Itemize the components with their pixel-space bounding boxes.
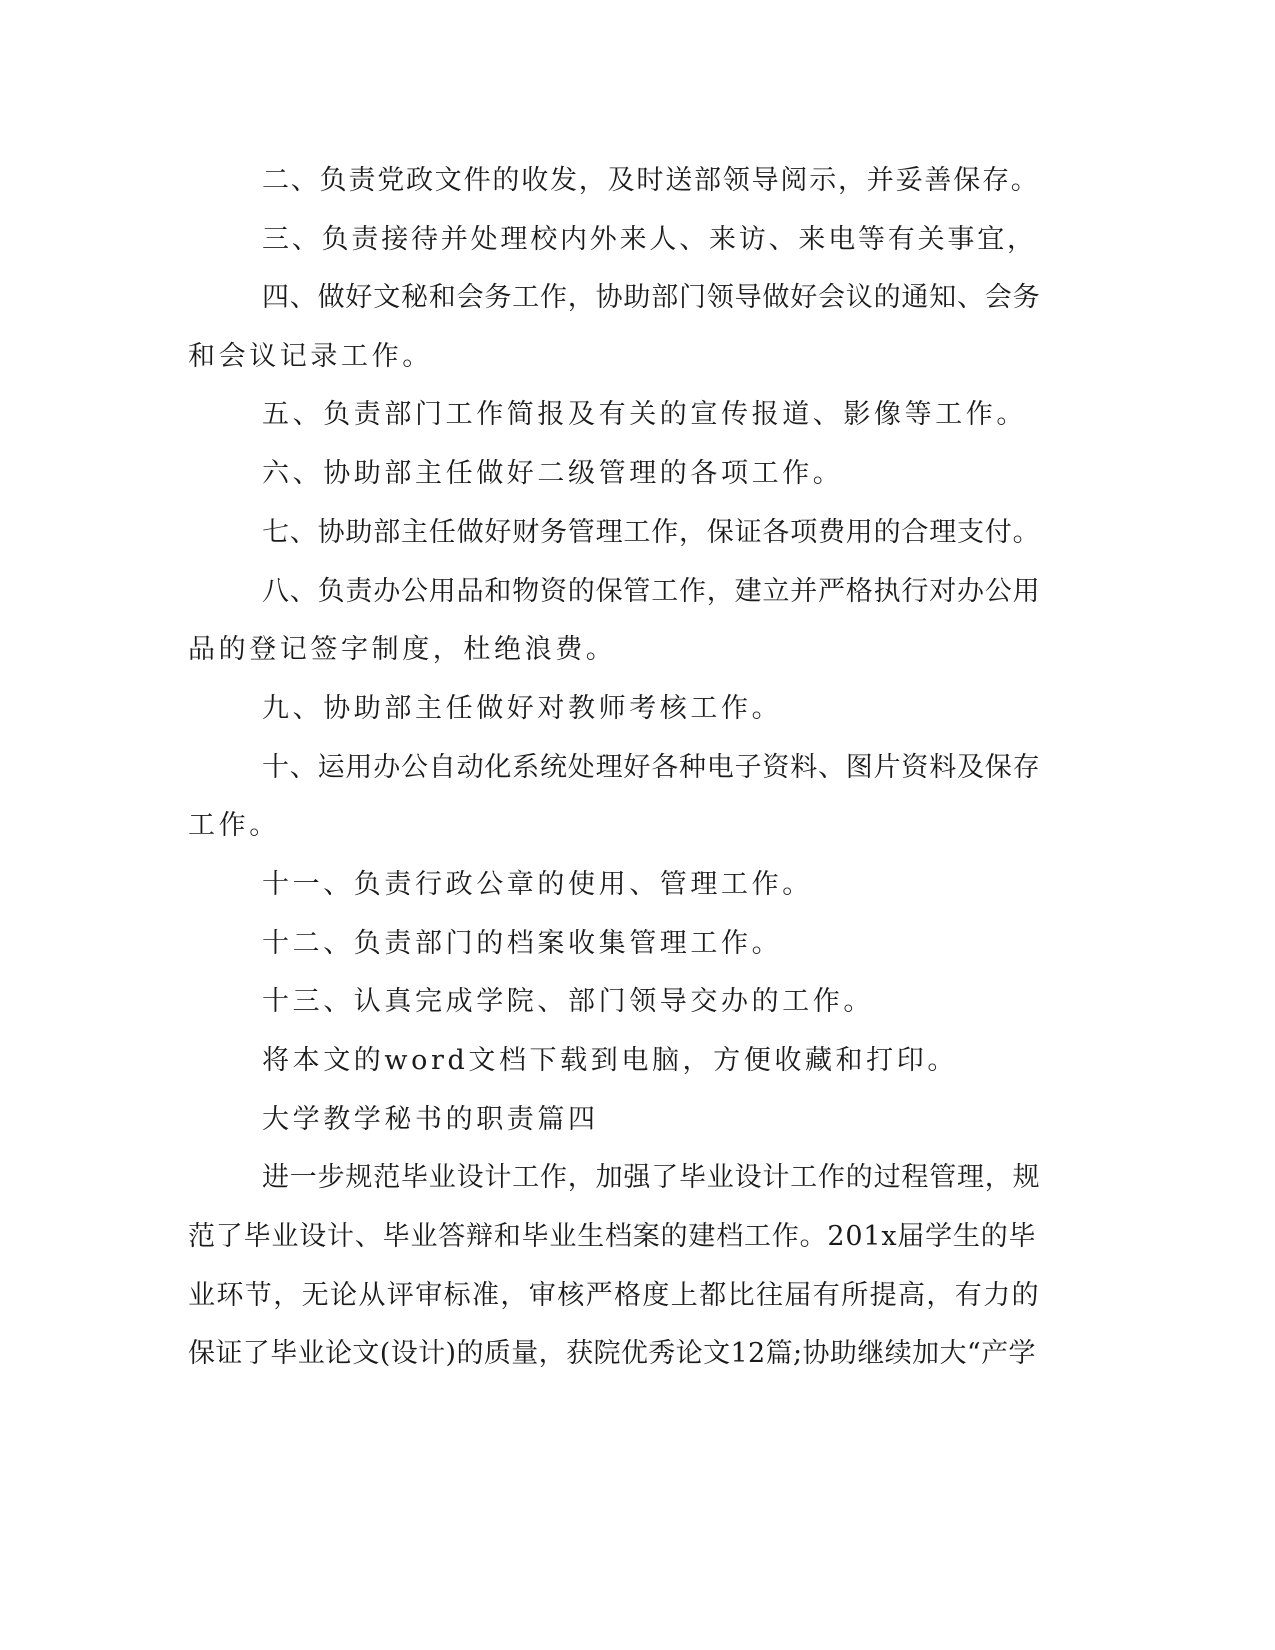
paragraph-line: 七、协助部主任做好财务管理工作，保证各项费用的合理支付。 [262, 517, 1041, 548]
paragraph-line: 将本文的word文档下载到电脑，方便收藏和打印。 [262, 1045, 958, 1076]
paragraph-line: 十二、负责部门的档案收集管理工作。 [262, 928, 783, 959]
paragraph-line: 四、做好文秘和会务工作，协助部门领导做好会议的通知、会务 [262, 282, 1041, 313]
paragraph-line: 工作。 [188, 810, 280, 841]
paragraph-line: 品的登记签字制度，杜绝浪费。 [188, 634, 617, 665]
paragraph-line: 十三、认真完成学院、部门领导交办的工作。 [262, 986, 874, 1017]
paragraph-line: 十一、负责行政公章的使用、管理工作。 [262, 869, 813, 900]
paragraph-line: 范了毕业设计、毕业答辩和毕业生档案的建档工作。201x届学生的毕 [188, 1221, 1037, 1252]
paragraph-line: 业环节，无论从评审标准，审核严格度上都比往届有所提高，有力的 [188, 1280, 1040, 1311]
paragraph-line: 九、协助部主任做好对教师考核工作。 [262, 693, 783, 724]
paragraph-line: 保证了毕业论文(设计)的质量，获院优秀论文12篇;协助继续加大“产学 [188, 1338, 1036, 1369]
paragraph-line: 五、负责部门工作简报及有关的宣传报道、影像等工作。 [262, 399, 1027, 430]
paragraph-line: 十、运用办公自动化系统处理好各种电子资料、图片资料及保存 [262, 752, 1041, 783]
paragraph-line: 二、负责党政文件的收发，及时送部领导阅示，并妥善保存。 [262, 165, 1040, 196]
paragraph-line: 和会议记录工作。 [188, 341, 433, 372]
paragraph-line: 八、负责办公用品和物资的保管工作，建立并严格执行对办公用 [262, 576, 1041, 607]
section-heading: 大学教学秘书的职责篇四 [262, 1104, 599, 1135]
paragraph-line: 六、协助部主任做好二级管理的各项工作。 [262, 458, 844, 489]
paragraph-line: 三、负责接待并处理校内外来人、来访、来电等有关事宜， [262, 224, 1037, 255]
paragraph-line: 进一步规范毕业设计工作，加强了毕业设计工作的过程管理，规 [262, 1162, 1041, 1193]
